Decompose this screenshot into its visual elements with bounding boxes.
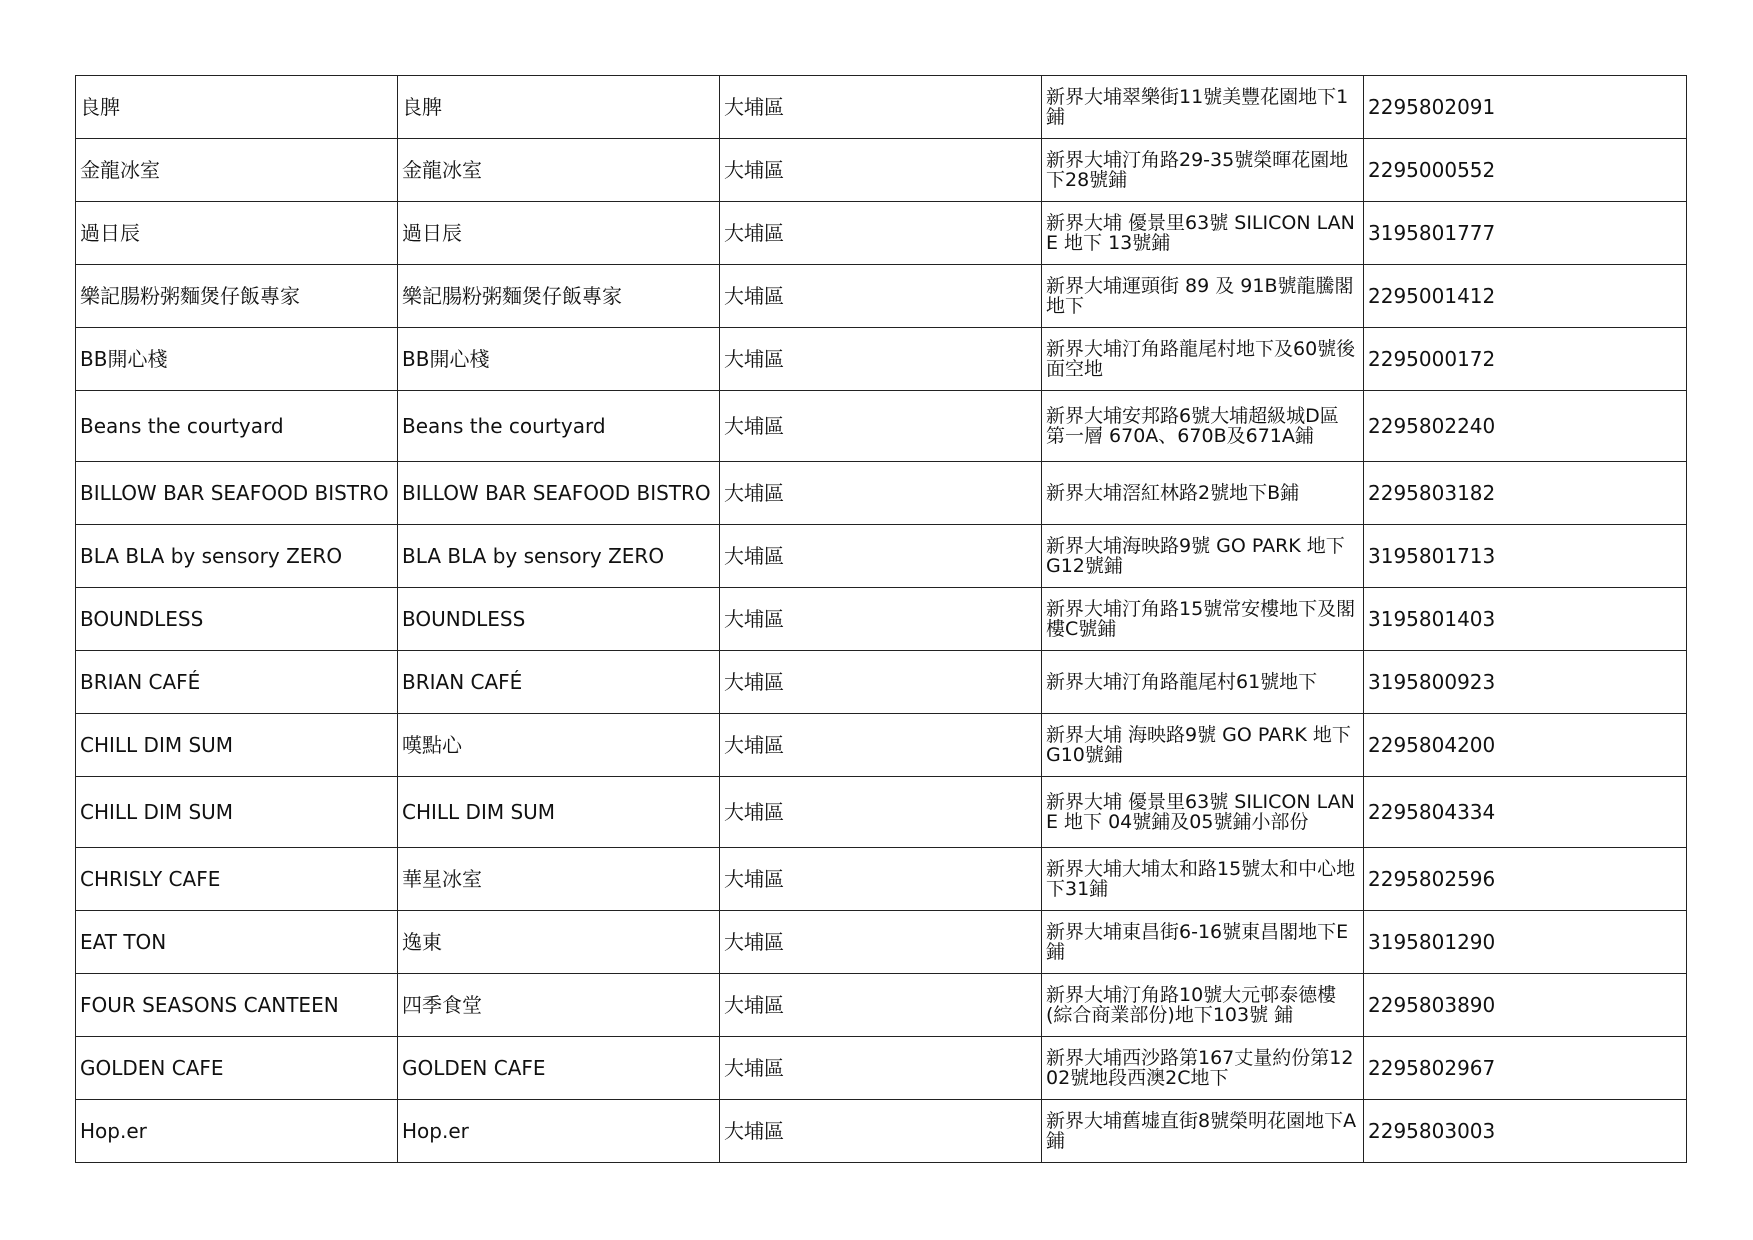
table-row bbox=[76, 911, 1687, 974]
district-cell: 大埔區 bbox=[720, 911, 1042, 974]
address-cell: 新界大埔汀角路10號大元邨泰德樓(綜合商業部份)地下103號 鋪 bbox=[1042, 974, 1364, 1037]
table-row bbox=[76, 202, 1687, 265]
table-row bbox=[76, 1100, 1687, 1163]
district-cell: 大埔區 bbox=[720, 391, 1042, 462]
restaurant-chinese-name-cell: 逸東 bbox=[398, 911, 720, 974]
address-cell: 新界大埔 優景里63號 SILICON LANE 地下 04號鋪及05號鋪小部份 bbox=[1042, 777, 1364, 848]
restaurant-name-cell: CHRISLY CAFE bbox=[76, 848, 398, 911]
table-row bbox=[76, 328, 1687, 391]
restaurant-chinese-name-cell: BB開心棧 bbox=[398, 328, 720, 391]
restaurant-name-cell: BB開心棧 bbox=[76, 328, 398, 391]
table-row bbox=[76, 974, 1687, 1037]
phone-cell: 2295802596 bbox=[1364, 848, 1687, 911]
restaurant-chinese-name-cell: BILLOW BAR SEAFOOD BISTRO bbox=[398, 462, 720, 525]
district-cell: 大埔區 bbox=[720, 76, 1042, 139]
table-row bbox=[76, 391, 1687, 462]
restaurant-name-cell: CHILL DIM SUM bbox=[76, 714, 398, 777]
table-row bbox=[76, 462, 1687, 525]
restaurant-name-cell: EAT TON bbox=[76, 911, 398, 974]
phone-cell: 2295803890 bbox=[1364, 974, 1687, 1037]
district-cell: 大埔區 bbox=[720, 777, 1042, 848]
restaurant-chinese-name-cell: 嘆點心 bbox=[398, 714, 720, 777]
address-cell: 新界大埔汀角路龍尾村地下及60號後面空地 bbox=[1042, 328, 1364, 391]
restaurant-chinese-name-cell: 過日辰 bbox=[398, 202, 720, 265]
restaurant-chinese-name-cell: 良脾 bbox=[398, 76, 720, 139]
district-cell: 大埔區 bbox=[720, 202, 1042, 265]
district-cell: 大埔區 bbox=[720, 1100, 1042, 1163]
phone-cell: 2295802240 bbox=[1364, 391, 1687, 462]
restaurant-chinese-name-cell: CHILL DIM SUM bbox=[398, 777, 720, 848]
address-cell: 新界大埔汀角路龍尾村61號地下 bbox=[1042, 651, 1364, 714]
restaurant-name-cell: 樂記腸粉粥麵煲仔飯專家 bbox=[76, 265, 398, 328]
phone-cell: 2295001412 bbox=[1364, 265, 1687, 328]
restaurant-name-cell: FOUR SEASONS CANTEEN bbox=[76, 974, 398, 1037]
district-cell: 大埔區 bbox=[720, 1037, 1042, 1100]
restaurant-name-cell: Beans the courtyard bbox=[76, 391, 398, 462]
table-row bbox=[76, 76, 1687, 139]
phone-cell: 2295804200 bbox=[1364, 714, 1687, 777]
table-row bbox=[76, 777, 1687, 848]
district-cell: 大埔區 bbox=[720, 848, 1042, 911]
phone-cell: 2295802091 bbox=[1364, 76, 1687, 139]
restaurant-name-cell: BOUNDLESS bbox=[76, 588, 398, 651]
district-cell: 大埔區 bbox=[720, 328, 1042, 391]
restaurant-name-cell: Hop.er bbox=[76, 1100, 398, 1163]
phone-cell: 3195801777 bbox=[1364, 202, 1687, 265]
address-cell: 新界大埔 優景里63號 SILICON LANE 地下 13號鋪 bbox=[1042, 202, 1364, 265]
address-cell: 新界大埔運頭街 89 及 91B號龍騰閣地下 bbox=[1042, 265, 1364, 328]
restaurant-chinese-name-cell: 四季食堂 bbox=[398, 974, 720, 1037]
address-cell: 新界大埔安邦路6號大埔超級城D區第一層 670A、670B及671A鋪 bbox=[1042, 391, 1364, 462]
restaurant-name-cell: 金龍冰室 bbox=[76, 139, 398, 202]
address-cell: 新界大埔汀角路15號常安樓地下及閣樓C號鋪 bbox=[1042, 588, 1364, 651]
phone-cell: 3195800923 bbox=[1364, 651, 1687, 714]
table-row bbox=[76, 1037, 1687, 1100]
address-cell: 新界大埔翠樂街11號美豐花園地下1鋪 bbox=[1042, 76, 1364, 139]
restaurant-name-cell: CHILL DIM SUM bbox=[76, 777, 398, 848]
address-cell: 新界大埔汀角路29-35號榮暉花園地下28號鋪 bbox=[1042, 139, 1364, 202]
restaurant-chinese-name-cell: BLA BLA by sensory ZERO bbox=[398, 525, 720, 588]
restaurant-chinese-name-cell: 金龍冰室 bbox=[398, 139, 720, 202]
district-cell: 大埔區 bbox=[720, 651, 1042, 714]
table-row bbox=[76, 139, 1687, 202]
address-cell: 新界大埔 海映路9號 GO PARK 地下 G10號鋪 bbox=[1042, 714, 1364, 777]
address-cell: 新界大埔海映路9號 GO PARK 地下G12號鋪 bbox=[1042, 525, 1364, 588]
address-cell: 新界大埔舊墟直街8號榮明花園地下A鋪 bbox=[1042, 1100, 1364, 1163]
restaurant-chinese-name-cell: GOLDEN CAFE bbox=[398, 1037, 720, 1100]
restaurant-chinese-name-cell: 華星冰室 bbox=[398, 848, 720, 911]
restaurant-name-cell: 過日辰 bbox=[76, 202, 398, 265]
district-cell: 大埔區 bbox=[720, 588, 1042, 651]
restaurant-name-cell: BLA BLA by sensory ZERO bbox=[76, 525, 398, 588]
restaurant-chinese-name-cell: BOUNDLESS bbox=[398, 588, 720, 651]
table-row bbox=[76, 588, 1687, 651]
phone-cell: 2295000172 bbox=[1364, 328, 1687, 391]
restaurant-chinese-name-cell: BRIAN CAFÉ bbox=[398, 651, 720, 714]
restaurant-chinese-name-cell: 樂記腸粉粥麵煲仔飯專家 bbox=[398, 265, 720, 328]
district-cell: 大埔區 bbox=[720, 265, 1042, 328]
district-cell: 大埔區 bbox=[720, 714, 1042, 777]
table-row bbox=[76, 714, 1687, 777]
district-cell: 大埔區 bbox=[720, 139, 1042, 202]
district-cell: 大埔區 bbox=[720, 525, 1042, 588]
phone-cell: 2295802967 bbox=[1364, 1037, 1687, 1100]
phone-cell: 3195801290 bbox=[1364, 911, 1687, 974]
address-cell: 新界大埔大埔太和路15號太和中心地下31鋪 bbox=[1042, 848, 1364, 911]
restaurant-name-cell: GOLDEN CAFE bbox=[76, 1037, 398, 1100]
district-cell: 大埔區 bbox=[720, 974, 1042, 1037]
address-cell: 新界大埔西沙路第167丈量約份第1202號地段西澳2C地下 bbox=[1042, 1037, 1364, 1100]
phone-cell: 3195801713 bbox=[1364, 525, 1687, 588]
restaurant-listing-page bbox=[75, 75, 1686, 1163]
restaurant-name-cell: BRIAN CAFÉ bbox=[76, 651, 398, 714]
table-row bbox=[76, 525, 1687, 588]
phone-cell: 2295803182 bbox=[1364, 462, 1687, 525]
table-row bbox=[76, 848, 1687, 911]
restaurant-name-cell: 良脾 bbox=[76, 76, 398, 139]
phone-cell: 3195801403 bbox=[1364, 588, 1687, 651]
address-cell: 新界大埔滘紅林路2號地下B鋪 bbox=[1042, 462, 1364, 525]
restaurant-table bbox=[75, 75, 1687, 1163]
restaurant-chinese-name-cell: Hop.er bbox=[398, 1100, 720, 1163]
district-cell: 大埔區 bbox=[720, 462, 1042, 525]
table-row bbox=[76, 651, 1687, 714]
phone-cell: 2295803003 bbox=[1364, 1100, 1687, 1163]
restaurant-name-cell: BILLOW BAR SEAFOOD BISTRO bbox=[76, 462, 398, 525]
table-row bbox=[76, 265, 1687, 328]
phone-cell: 2295804334 bbox=[1364, 777, 1687, 848]
restaurant-chinese-name-cell: Beans the courtyard bbox=[398, 391, 720, 462]
address-cell: 新界大埔東昌街6-16號東昌閣地下E鋪 bbox=[1042, 911, 1364, 974]
phone-cell: 2295000552 bbox=[1364, 139, 1687, 202]
